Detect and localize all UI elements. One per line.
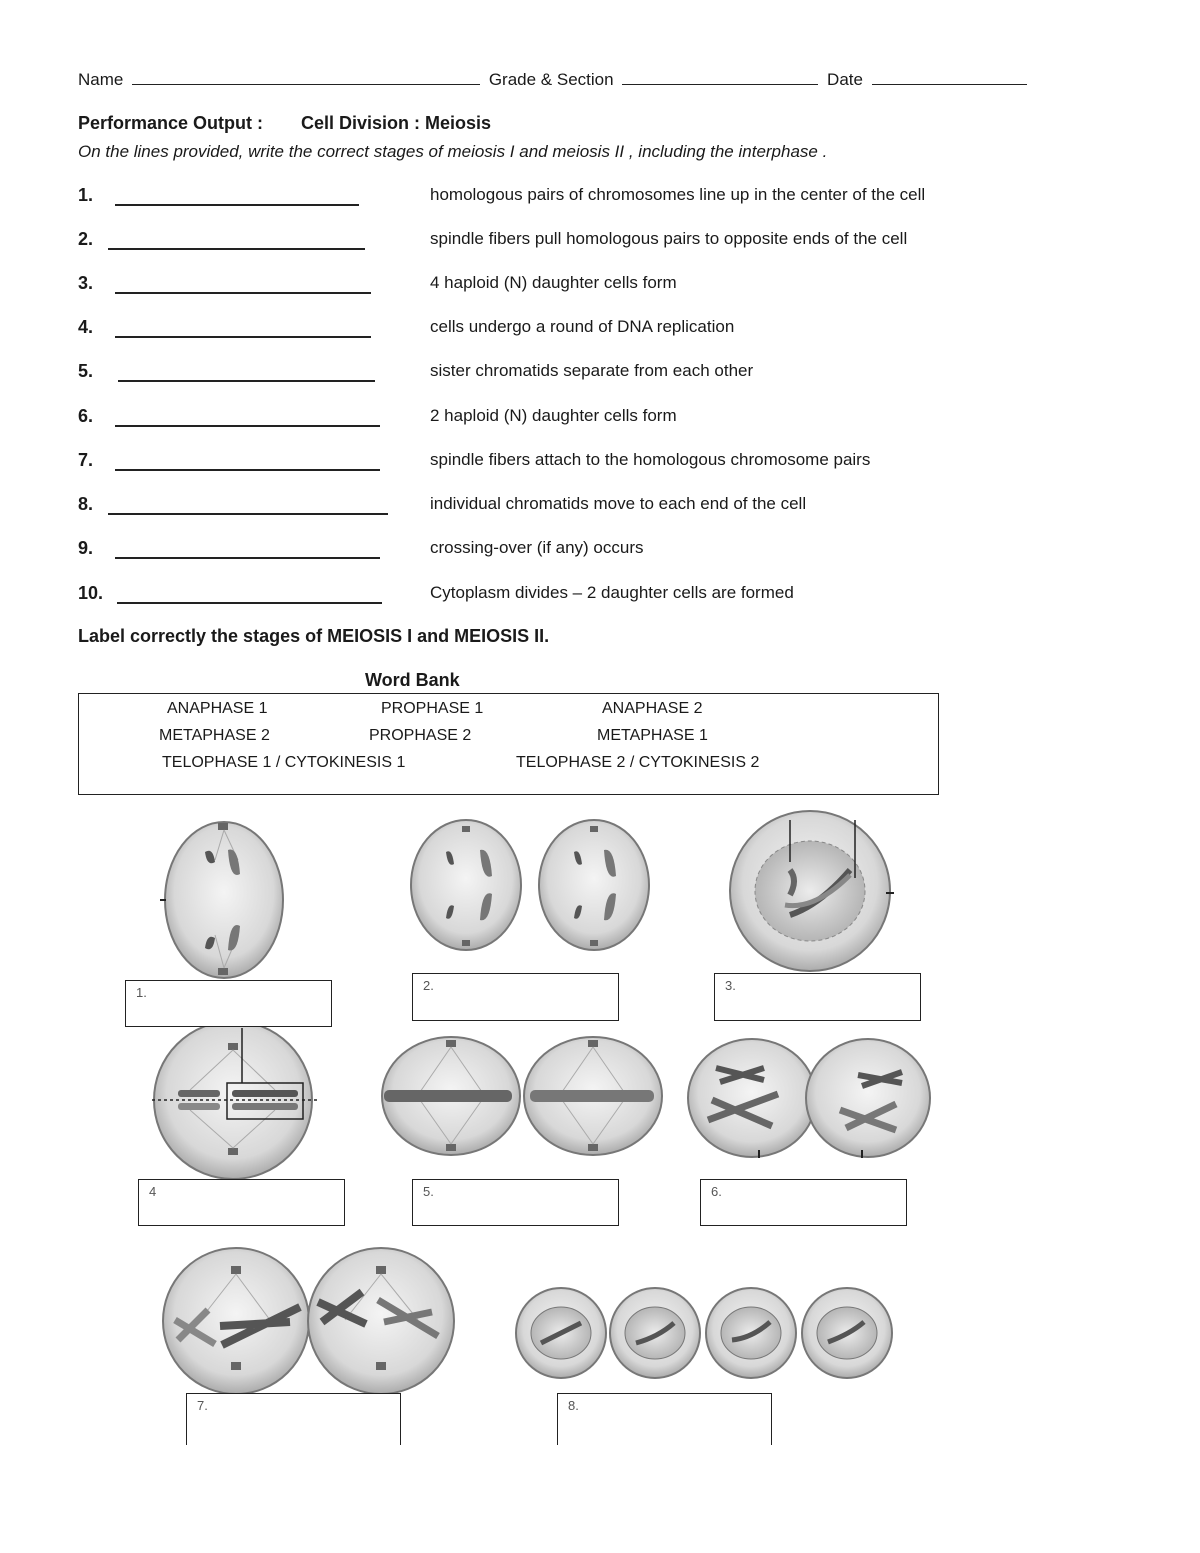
question-number: 2. [78, 229, 94, 249]
question-text: individual chromatids move to each end of the cell [430, 494, 807, 513]
word-bank-title: Word Bank [365, 670, 460, 690]
question-number: 4. [78, 317, 94, 337]
question-text: sister chromatids separate from each other [430, 361, 754, 380]
question-text: homologous pairs of chromosomes line up in the center of the cell [430, 185, 926, 204]
question-number: 9. [78, 538, 94, 558]
cell-figure-4 [152, 1021, 318, 1179]
question-text: 4 haploid (N) daughter cells form [430, 273, 677, 292]
label-box-number: 5. [423, 1184, 434, 1199]
word-bank-item: TELOPHASE 1 / CYTOKINESIS 1 [162, 754, 406, 771]
question-number: 10. [78, 583, 104, 603]
label-box-8[interactable] [557, 1393, 772, 1445]
performance-title: Performance Output : [78, 113, 264, 133]
label-box-7[interactable] [186, 1393, 401, 1445]
date-label: Date [827, 70, 863, 89]
label-box-number: 1. [136, 985, 147, 1000]
word-bank-item: PROPHASE 1 [381, 700, 484, 717]
cell-figure-8 [516, 1288, 892, 1378]
topic-title: Cell Division : Meiosis [301, 113, 492, 133]
question-number: 1. [78, 185, 94, 205]
question-text: Cytoplasm divides – 2 daughter cells are formed [430, 583, 794, 602]
word-bank-item: METAPHASE 1 [597, 727, 708, 744]
label-box-number: 8. [568, 1398, 579, 1413]
word-bank-item: PROPHASE 2 [369, 727, 472, 744]
question-text: spindle fibers attach to the homologous chromosome pairs [430, 450, 871, 469]
word-bank-item: ANAPHASE 2 [602, 700, 703, 717]
name-label: Name [78, 70, 124, 89]
label-box-3[interactable] [714, 973, 921, 1021]
cell-figure-3 [730, 811, 894, 971]
label-box-number: 7. [197, 1398, 208, 1413]
cell-figure-1 [160, 822, 283, 978]
grade-label: Grade & Section [488, 70, 614, 89]
question-number: 6. [78, 406, 94, 426]
instructions: On the lines provided, write the correct stages of meiosis I and meiosis II , including the interphase . [78, 142, 828, 161]
label-box-5[interactable] [412, 1179, 619, 1226]
cell-figure-7 [163, 1248, 454, 1394]
label-box-6[interactable] [700, 1179, 907, 1226]
cell-figure-5 [382, 1037, 662, 1155]
word-bank-item: ANAPHASE 1 [167, 700, 268, 717]
label-box-number: 3. [725, 978, 736, 993]
label-box-1[interactable] [125, 980, 332, 1027]
question-number: 7. [78, 450, 94, 470]
label-section-title: Label correctly the stages of MEIOSIS I and MEIOSIS II. [78, 626, 550, 646]
question-number: 3. [78, 273, 94, 293]
label-box-number: 4 [149, 1184, 157, 1199]
question-number: 5. [78, 361, 94, 381]
question-text: crossing-over (if any) occurs [430, 538, 644, 557]
question-text: spindle fibers pull homologous pairs to opposite ends of the cell [430, 229, 908, 248]
label-box-number: 2. [423, 978, 434, 993]
label-box-2[interactable] [412, 973, 619, 1021]
word-bank-item: METAPHASE 2 [159, 727, 270, 744]
word-bank-item: TELOPHASE 2 / CYTOKINESIS 2 [516, 754, 760, 771]
cell-figure-6 [688, 1039, 930, 1158]
question-text: cells undergo a round of DNA replication [430, 317, 735, 336]
cell-figure-2 [411, 820, 649, 950]
question-text: 2 haploid (N) daughter cells form [430, 406, 677, 425]
question-number: 8. [78, 494, 94, 514]
label-box-number: 6. [711, 1184, 722, 1199]
label-box-4[interactable] [138, 1179, 345, 1226]
